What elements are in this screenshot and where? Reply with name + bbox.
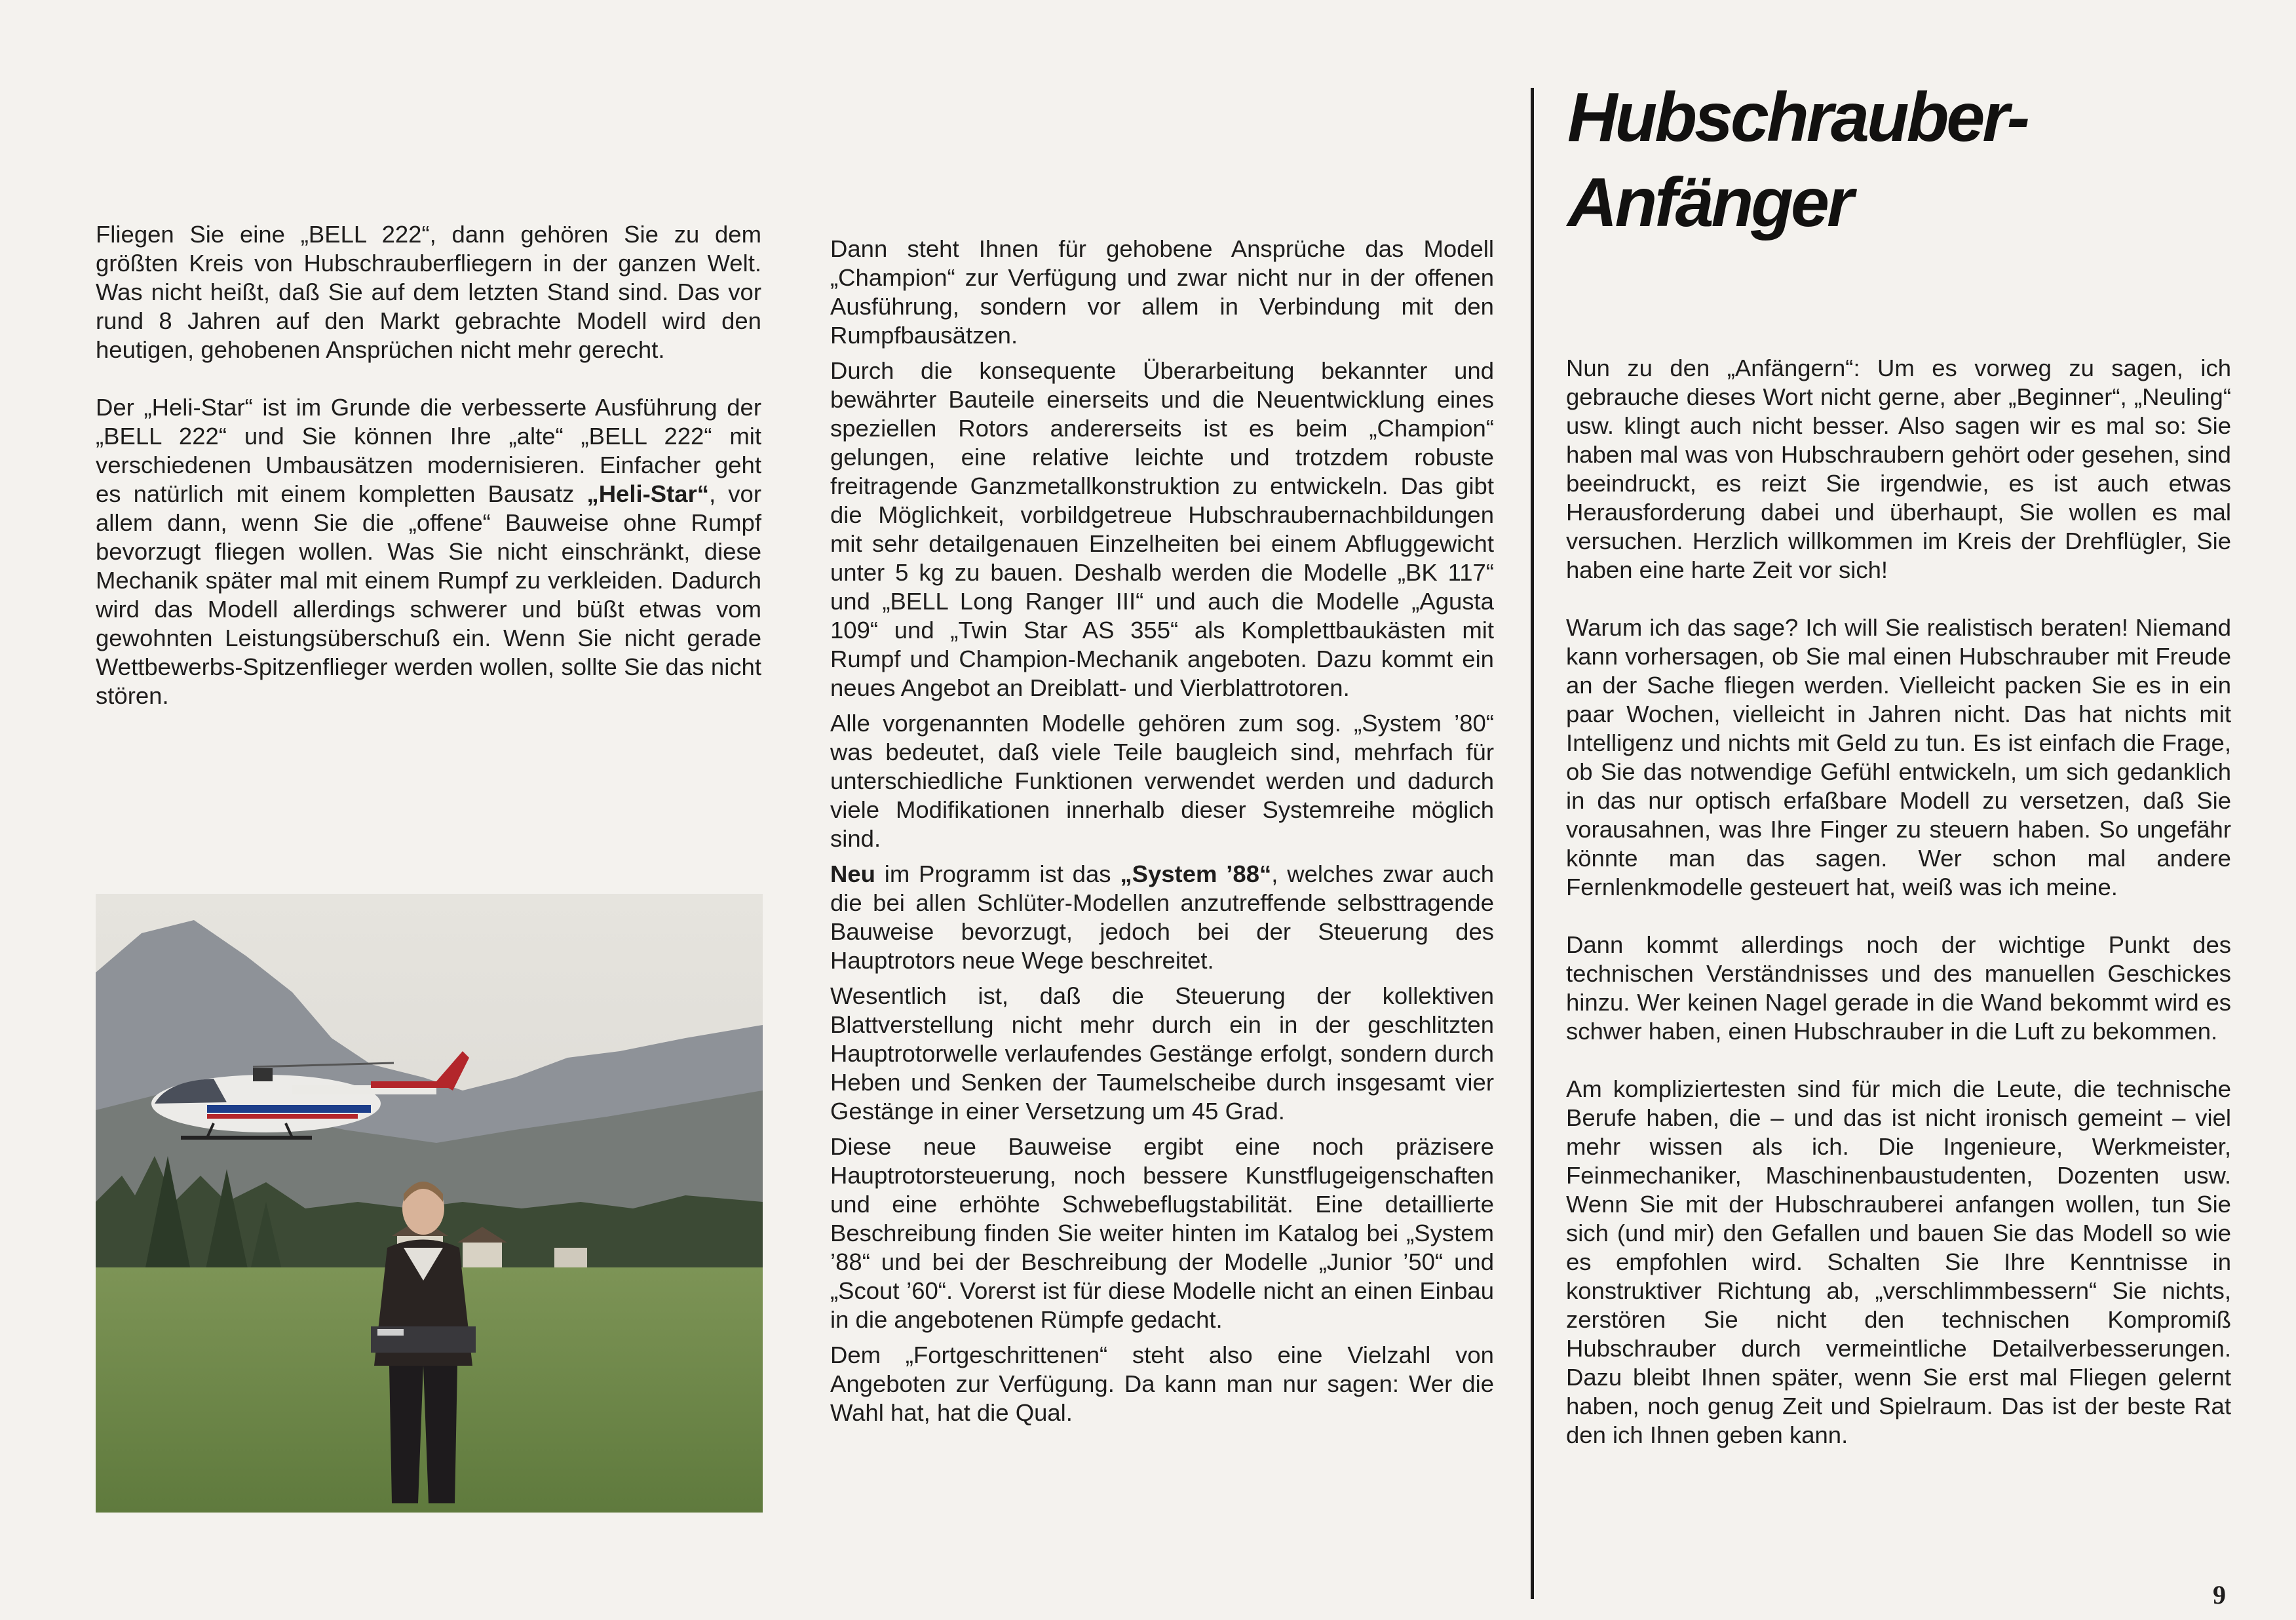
paragraph: Der „Heli-Star“ ist im Grunde die verbesserte Ausführung der „BELL 222“ und Sie können Ihre „alte“ „BELL 222“ mit verschiedenen Umbausätzen modernisieren. Einfacher geht es natürlich mit einem kompletten Bausatz „Heli-Star“, vor allem dann, wenn Sie die „offene“ Bauweise ohne Rumpf bevorzugt fliegen wollen. Was Sie nicht einschränkt, diese Mechanik später mal mit einem Rumpf zu verkleiden. Dadurch wird das Modell allerdings schwerer und büßt etwas vom gewohnten Leistungsüberschuß ein. Wenn Sie nicht gerade Wettbewerbs-Spitzenflieger werden wollen, sollte Sie das nicht stören.: [96, 394, 761, 709]
title-line-2: Anfänger: [1567, 164, 1852, 241]
paragraph: Fliegen Sie eine „BELL 222“, dann gehören Sie zu dem größten Kreis von Hubschrauberfliegern in der ganzen Welt. Was nicht heißt, daß Sie auf dem letzten Stand sind. Das vor rund 8 Jahren auf den Markt gebrachte Modell wird den heutigen, gehobenen Ansprüchen nicht mehr gerecht.: [96, 221, 761, 363]
text-column-1: [96, 220, 761, 710]
text-column-2: [830, 235, 1494, 1427]
paragraph: Dem „Fortgeschrittenen“ steht also eine Vielzahl von Angeboten zur Verfügung. Da kann man nur sagen: Wer die Wahl hat, hat die Qual.: [830, 1341, 1494, 1426]
paragraph: Am kompliziertesten sind für mich die Leute, die technische Berufe haben, die – und das ist nicht ironisch gemeint – viel mehr wissen als ich. Die Ingenieure, Werkmeister, Feinmechaniker, Maschinenbaustudenten, Dozenten usw. Wenn Sie mit der Hubschrauberei anfangen wollen, tun Sie sich (und mir) den Gefallen und bauen Sie das Modell so wie es empfohlen wird. Schalten Sie Ihre Kenntnisse in konstruktiver Richtung ab, „verschlimmbessern“ Sie nichts, zerstören Sie nicht den technischen Kompromiß Hubschrauber durch vermeintliche Detailverbesserungen. Dazu bleibt Ihnen später, wenn Sie erst mal Fliegen gelernt haben, noch genug Zeit und Spielraum. Das ist der beste Rat den ich Ihnen geben kann.: [1566, 1075, 2231, 1448]
paragraph: Nun zu den „Anfängern“: Um es vorweg zu sagen, ich gebrauche dieses Wort nicht gerne, aber „Beginner“, „Neuling“ usw. klingt auch nicht besser. Also sagen wir es mal so: Sie haben mal was von Hubschraubern gehört oder gesehen, sind beeindruckt, es reizt Sie irgendwie, es ist auch etwas Herausforderung dabei und überhaupt, Sie wollen es mal versuchen. Herzlich willkommen im Kreis der Drehflügler, Sie haben eine harte Zeit vor sich!: [1566, 355, 2231, 583]
title-line-1: Hubschrauber-: [1567, 79, 2027, 156]
paragraph: Durch die konsequente Überarbeitung bekannter und bewährter Bauteile einerseits und die Neuentwicklung eines speziellen Rotors andererseits ist es beim „Champion“ gelungen, eine relative leichte und trotzdem robuste freitragende Ganzmetallkonstruktion zu entwickeln. Das gibt die Möglichkeit, vorbildgetreue Hubschraubernachbildungen mit sehr detailgenauen Einzelheiten bei einem Abfluggewicht unter 5 kg zu bauen. Deshalb werden die Modelle „BK 117“ und „BELL Long Ranger III“ und auch die Modelle „Agusta 109“ und „Twin Star AS 355“ als Komplettbaukästen mit Rumpf und Champion-Mechanik angeboten. Dazu kommt ein neues Angebot an Dreiblatt- und Vierblattrotoren.: [830, 357, 1494, 701]
column-divider-rule: [1531, 88, 1534, 1599]
photo-helicopter-pilot: [96, 894, 763, 1513]
paragraph: Dann steht Ihnen für gehobene Ansprüche das Modell „Champion“ zur Verfügung und zwar nicht nur in der offenen Ausführung, sondern vor allem in Verbindung mit den Rumpfbausätzen.: [830, 235, 1494, 349]
paragraph: Neu im Programm ist das „System ’88“, welches zwar auch die bei allen Schlüter-Modellen anzutreffende selbsttragende Bauweise bevorzugt, jedoch bei der Steuerung des Hauptrotors neue Wege beschreitet.: [830, 860, 1495, 974]
bold-system-88: „System ’88“: [1120, 860, 1272, 887]
bold-new-label: Neu: [830, 860, 875, 887]
page-title: [1567, 75, 2027, 245]
paragraph: Dann kommt allerdings noch der wichtige Punkt des technischen Verständnisses und des manuellen Geschickes hinzu. Wer keinen Nagel gerade in die Wand bekommt wird es schwer haben, einen Hubschrauber in die Luft zu bekommen.: [1566, 931, 2231, 1045]
paragraph: Wesentlich ist, daß die Steuerung der kollektiven Blattverstellung nicht mehr durch ein in der geschlitzten Hauptrotorwelle verlaufendes Gestänge erfolgt, sondern durch Heben und Senken der Taumelscheibe durch insgesamt vier Gestänge in einer Versetzung um 45 Grad.: [830, 982, 1494, 1125]
paragraph: Warum ich das sage? Ich will Sie realistisch beraten! Niemand kann vorhersagen, ob Sie mal einen Hubschrauber mit Freude an der Sache fliegen werden. Vielleicht packen Sie es in ein paar Wochen, vielleicht in Jahren nicht. Das hat nichts mit Intelligenz und nichts mit Geld zu tun. Es ist einfach die Frage, ob Sie das notwendige Gefühl entwickeln, um sich gedanklich in das nur optisch erfaßbare Modell zu versetzen, daß Sie vorausahnen, was Ihre Finger zu steuern haben. So ungefähr könnte man das sagen. Wer schon mal andere Fernlenkmodelle gesteuert hat, weiß was ich meine.: [1566, 614, 2231, 900]
page-number: 9: [2213, 1580, 2226, 1610]
paragraph: Diese neue Bauweise ergibt eine noch präzisere Hauptrotorsteuerung, noch bessere Kunstflugeigenschaften und eine erhöhte Schwebeflugstabilität. Eine detaillierte Beschreibung finden Sie weiter hinten im Katalog bei „System ’88“ und bei der Beschreibung der Modelle „Junior ’50“ und „Scout ’60“. Vorerst ist für diese Modelle nicht an einen Einbau in die angebotenen Rümpfe gedacht.: [830, 1133, 1494, 1333]
bold-model-name: „Heli-Star“: [586, 480, 710, 507]
text-column-3: [1566, 354, 2231, 1450]
paragraph: Alle vorgenannten Modelle gehören zum sog. „System ’80“ was bedeutet, daß viele Teile baugleich sind, mehrfach für unterschiedliche Funktionen verwendet werden und dadurch viele Modifikationen innerhalb dieser Systemreihe möglich sind.: [830, 710, 1494, 852]
